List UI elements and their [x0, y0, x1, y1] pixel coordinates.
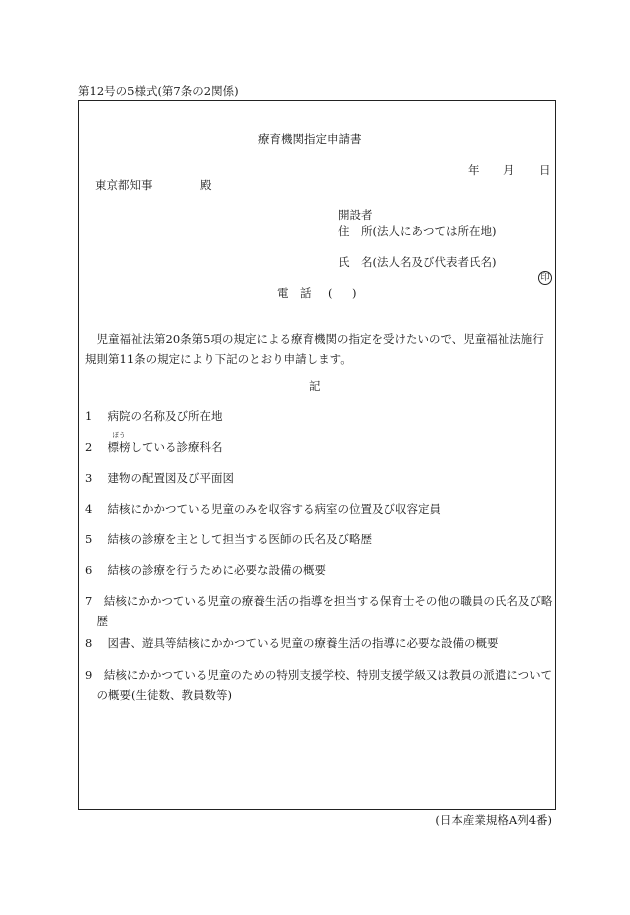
list-item: [85, 410, 222, 424]
applicant-address-label: 住 所(法人にあつては所在地): [338, 224, 497, 238]
list-item: [85, 533, 372, 547]
ruby-text: ぼう: [112, 431, 126, 439]
applicant-name-label: 氏 名(法人名及び代表者氏名): [338, 255, 497, 269]
list-item: [85, 503, 441, 517]
item-number: 2: [85, 440, 93, 454]
date-day: 日: [539, 163, 551, 177]
item-number: 6: [85, 563, 93, 577]
seal-icon: 印: [538, 271, 552, 285]
list-item: [85, 665, 563, 705]
ruby-base: 標榜: [107, 440, 131, 454]
applicant-label: 開設者: [338, 208, 373, 222]
list-item: [85, 591, 563, 631]
item-text: 結核にかかつている児童の療養生活の指導を担当する保育士その他の職員の氏名及び略歴: [96, 594, 553, 628]
addressee-honorific: 殿: [200, 178, 212, 192]
phone-label: 電 話: [277, 286, 312, 300]
item-text: 建物の配置図及び平面図: [107, 471, 234, 485]
item-number: 1: [85, 409, 93, 423]
item-number: 4: [85, 502, 93, 516]
date-year: 年: [468, 163, 480, 177]
item-text: 結核にかかつている児童のみを収容する病室の位置及び収容定員: [107, 502, 441, 516]
list-item: [85, 564, 326, 578]
phone-open-paren: (: [328, 286, 333, 300]
body-text: 児童福祉法第20条第5項の規定による療育機関の指定を受けたいので、児童福祉法施行規則第11条の規定により下記のとおり申請します。: [85, 332, 544, 366]
ki-heading: 記: [309, 379, 321, 393]
item-number: 3: [85, 471, 93, 485]
item-text: 結核の診療を主として担当する医師の氏名及び略歴: [107, 532, 372, 546]
item-text: 結核にかかつている児童のための特別支援学校、特別支援学級又は教員の派遣についての概要(生徒数、教員数等): [96, 668, 553, 702]
footer-note: (日本産業規格A列4番): [435, 813, 552, 827]
list-item: [85, 431, 223, 455]
item-number: 5: [85, 532, 93, 546]
item-text: 病院の名称及び所在地: [107, 409, 223, 423]
list-item: [85, 472, 234, 486]
addressee-name: 東京都知事: [95, 178, 153, 192]
list-item: [85, 637, 498, 651]
item-text: 図書、遊具等結核にかかつている児童の療養生活の指導に必要な設備の概要: [107, 636, 499, 650]
item-number: 8: [85, 636, 93, 650]
ruby: [107, 431, 131, 455]
item-text: 結核の診療を行うために必要な設備の概要: [107, 563, 326, 577]
phone-close-paren: ): [352, 286, 357, 300]
item-text-post: している診療科名: [130, 440, 223, 454]
date-month: 月: [503, 163, 515, 177]
form-number: 第12号の5様式(第7条の2関係): [78, 84, 239, 98]
item-number: 7: [85, 594, 93, 608]
form-title: 療育機関指定申請書: [258, 132, 362, 146]
item-number: 9: [85, 668, 93, 682]
